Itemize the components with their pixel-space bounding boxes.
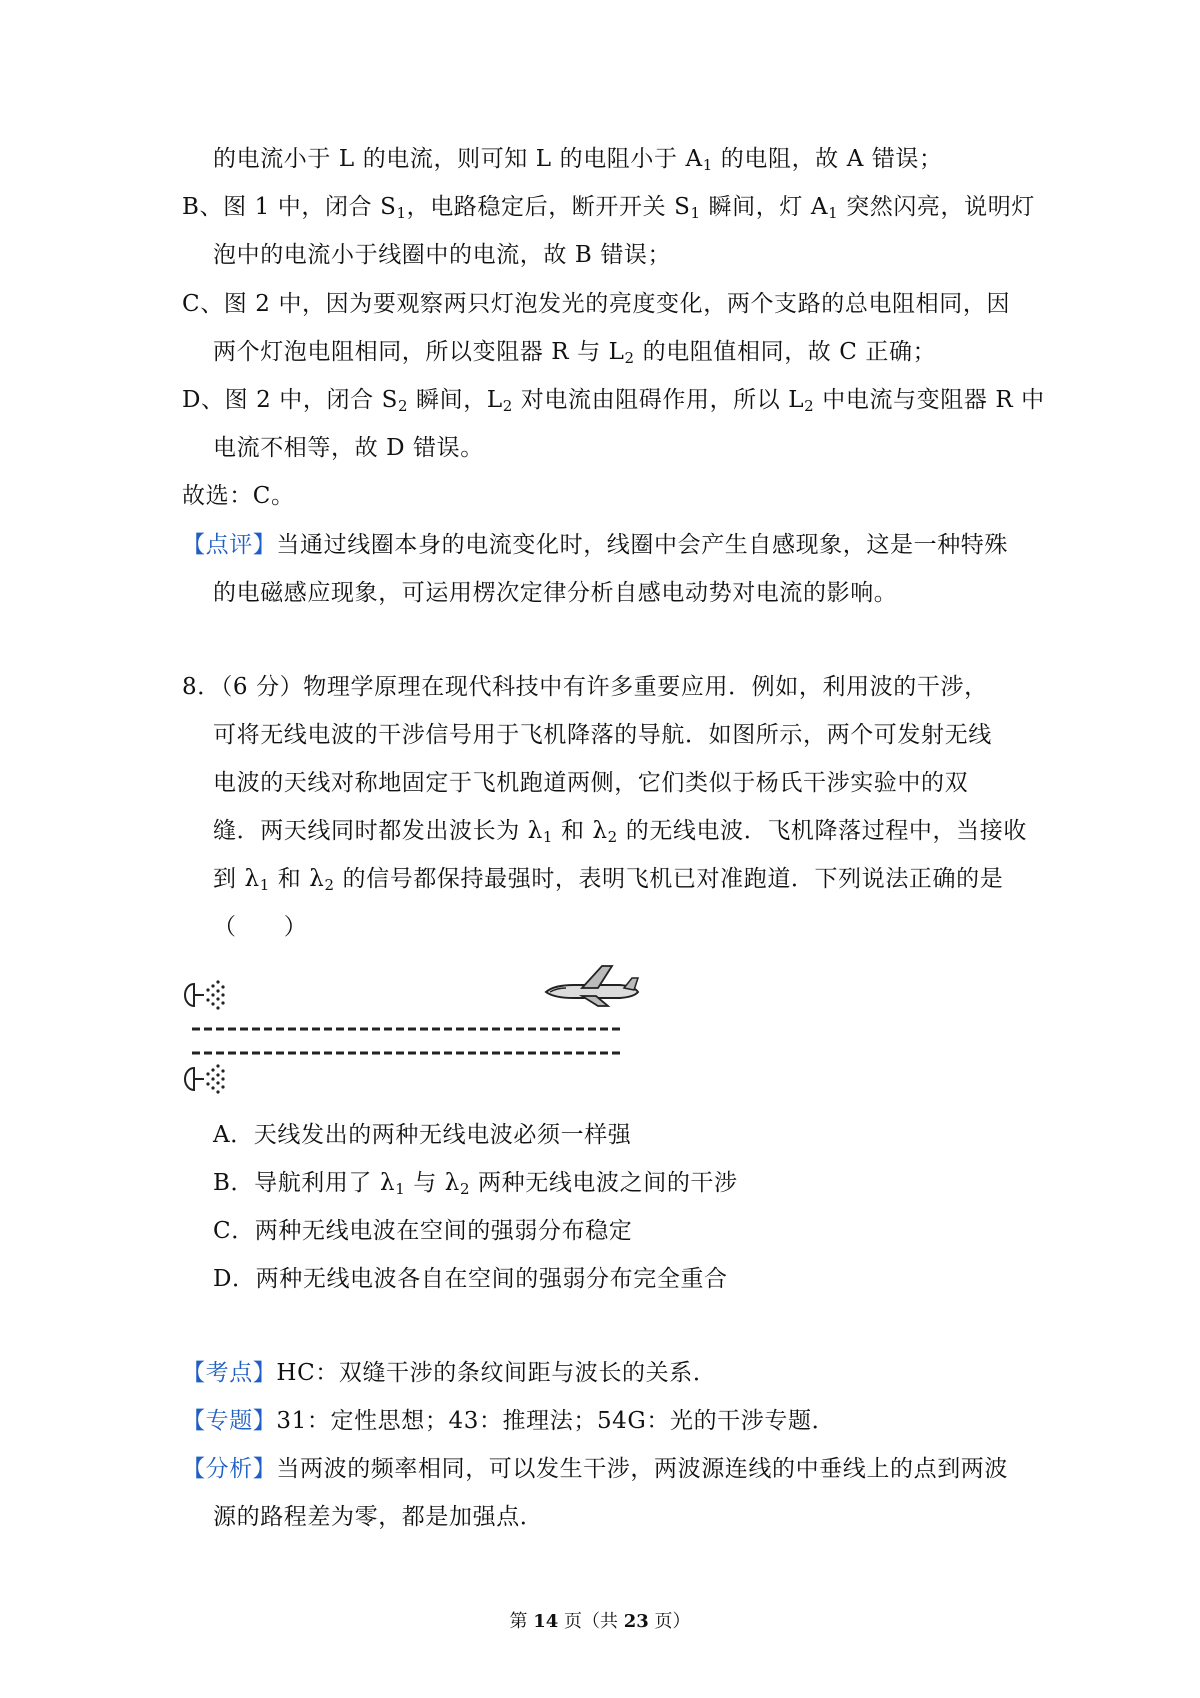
text: 缝．两天线同时都发出波长为 λ bbox=[213, 818, 543, 844]
subscript: 2 bbox=[459, 1180, 471, 1198]
answer-option-b-line2: 泡中的电流小于线圈中的电流，故 B 错误； bbox=[213, 242, 672, 268]
comment-line2: 的电磁感应现象，可运用楞次定律分析自感电动势对电流的影响。 bbox=[213, 580, 898, 606]
option-d: D．两种无线电波各自在空间的强弱分布完全重合 bbox=[213, 1266, 728, 1292]
subscript: 2 bbox=[324, 876, 335, 894]
text: 第 bbox=[509, 1611, 534, 1632]
option-a: A．天线发出的两种无线电波必须一样强 bbox=[213, 1122, 632, 1148]
subscript: 1 bbox=[690, 204, 701, 222]
answer-option-c-line2 bbox=[213, 337, 936, 367]
text: 两种无线电波之间的干涉 bbox=[470, 1170, 738, 1196]
text: B．导航利用了 λ bbox=[213, 1170, 396, 1196]
text: ，电路稳定后，断开开关 S bbox=[406, 194, 691, 220]
text: 到 λ bbox=[213, 866, 260, 892]
question-line3: 电波的天线对称地固定于飞机跑道两侧，它们类似于杨氏干涉实验中的双 bbox=[213, 770, 969, 796]
answer-choice: 故选：C。 bbox=[182, 483, 295, 509]
comment-tag: 【点评】 bbox=[182, 532, 277, 558]
text: 页（共 bbox=[558, 1611, 624, 1632]
total-pages: 23 bbox=[623, 1611, 649, 1632]
option-c: C．两种无线电波在空间的强弱分布稳定 bbox=[213, 1218, 633, 1244]
text: 当两波的频率相同，可以发生干涉，两波源连线的中垂线上的点到两波 bbox=[276, 1456, 1009, 1482]
text: 和 λ bbox=[269, 866, 325, 892]
subscript: 2 bbox=[804, 397, 815, 415]
text: 的电流小于 L 的电流，则可知 L 的电阻小于 A bbox=[213, 146, 703, 172]
text: 对电流由阻碍作用，所以 L bbox=[512, 387, 805, 413]
subscript: 2 bbox=[397, 397, 409, 415]
runway-figure bbox=[182, 948, 652, 1098]
text: 中电流与变阻器 R 中 bbox=[814, 387, 1045, 413]
text: 瞬间，L bbox=[408, 387, 503, 413]
subscript: 2 bbox=[607, 828, 618, 846]
bottom-antenna-icon bbox=[185, 1064, 225, 1093]
question-line2: 可将无线电波的干涉信号用于飞机降落的导航．如图所示，两个可发射无线 bbox=[213, 722, 992, 748]
fenxi-line2: 源的路程差为零，都是加强点． bbox=[213, 1504, 544, 1530]
answer-line-a-cont bbox=[213, 144, 943, 174]
text: D、图 2 中，闭合 S bbox=[182, 387, 398, 413]
text: 两个灯泡电阻相同，所以变阻器 R 与 L bbox=[213, 339, 625, 365]
text: 31：定性思想；43：推理法；54G：光的干涉专题． bbox=[276, 1408, 836, 1434]
text: 与 λ bbox=[405, 1170, 460, 1196]
subscript: 1 bbox=[702, 156, 713, 174]
zhuanti-line bbox=[182, 1406, 835, 1436]
text: 的电阻值相同，故 C 正确； bbox=[634, 339, 937, 365]
answer-option-c-line1: C、图 2 中，因为要观察两只灯泡发光的亮度变化，两个支路的总电阻相同，因 bbox=[182, 291, 1011, 317]
page-footer bbox=[0, 1610, 1200, 1634]
subscript: 2 bbox=[502, 397, 513, 415]
answer-option-d-line2: 电流不相等，故 D 错误。 bbox=[213, 435, 484, 461]
answer-option-d-line1 bbox=[182, 385, 1045, 415]
subscript: 1 bbox=[828, 204, 839, 222]
question-answer-brackets: （ ） bbox=[213, 914, 308, 940]
top-antenna-icon bbox=[185, 980, 225, 1009]
text: 突然闪亮，说明灯 bbox=[838, 194, 1035, 220]
question-line5 bbox=[213, 864, 1003, 894]
text: HC：双缝干涉的条纹间距与波长的关系． bbox=[276, 1360, 717, 1386]
text: 和 λ bbox=[553, 818, 608, 844]
zhuanti-tag: 【专题】 bbox=[182, 1408, 277, 1434]
subscript: 2 bbox=[624, 349, 635, 367]
subscript: 1 bbox=[396, 204, 407, 222]
answer-option-b-line1 bbox=[182, 192, 1035, 222]
subscript: 1 bbox=[259, 876, 270, 894]
airplane-icon bbox=[546, 966, 638, 1006]
text: 瞬间，灯 A bbox=[700, 194, 829, 220]
text: B、图 1 中，闭合 S bbox=[182, 194, 397, 220]
option-b bbox=[213, 1168, 738, 1198]
kaodian-tag: 【考点】 bbox=[182, 1360, 277, 1386]
question-line4 bbox=[213, 816, 1027, 846]
page-number: 14 bbox=[533, 1611, 559, 1632]
text: 的电阻，故 A 错误； bbox=[712, 146, 943, 172]
question-line1: 8．（6 分）物理学原理在现代科技中有许多重要应用．例如，利用波的干涉， bbox=[182, 674, 988, 700]
text: 当通过线圈本身的电流变化时，线圈中会产生自感现象，这是一种特殊 bbox=[276, 532, 1009, 558]
text: 页） bbox=[648, 1611, 691, 1632]
comment-line1 bbox=[182, 530, 1008, 560]
fenxi-line1 bbox=[182, 1454, 1008, 1484]
text: 的信号都保持最强时，表明飞机已对准跑道．下列说法正确的是 bbox=[334, 866, 1004, 892]
kaodian-line bbox=[182, 1358, 716, 1388]
text: 的无线电波．飞机降落过程中，当接收 bbox=[617, 818, 1027, 844]
subscript: 1 bbox=[395, 1180, 406, 1198]
subscript: 1 bbox=[542, 828, 554, 846]
fenxi-tag: 【分析】 bbox=[182, 1456, 277, 1482]
